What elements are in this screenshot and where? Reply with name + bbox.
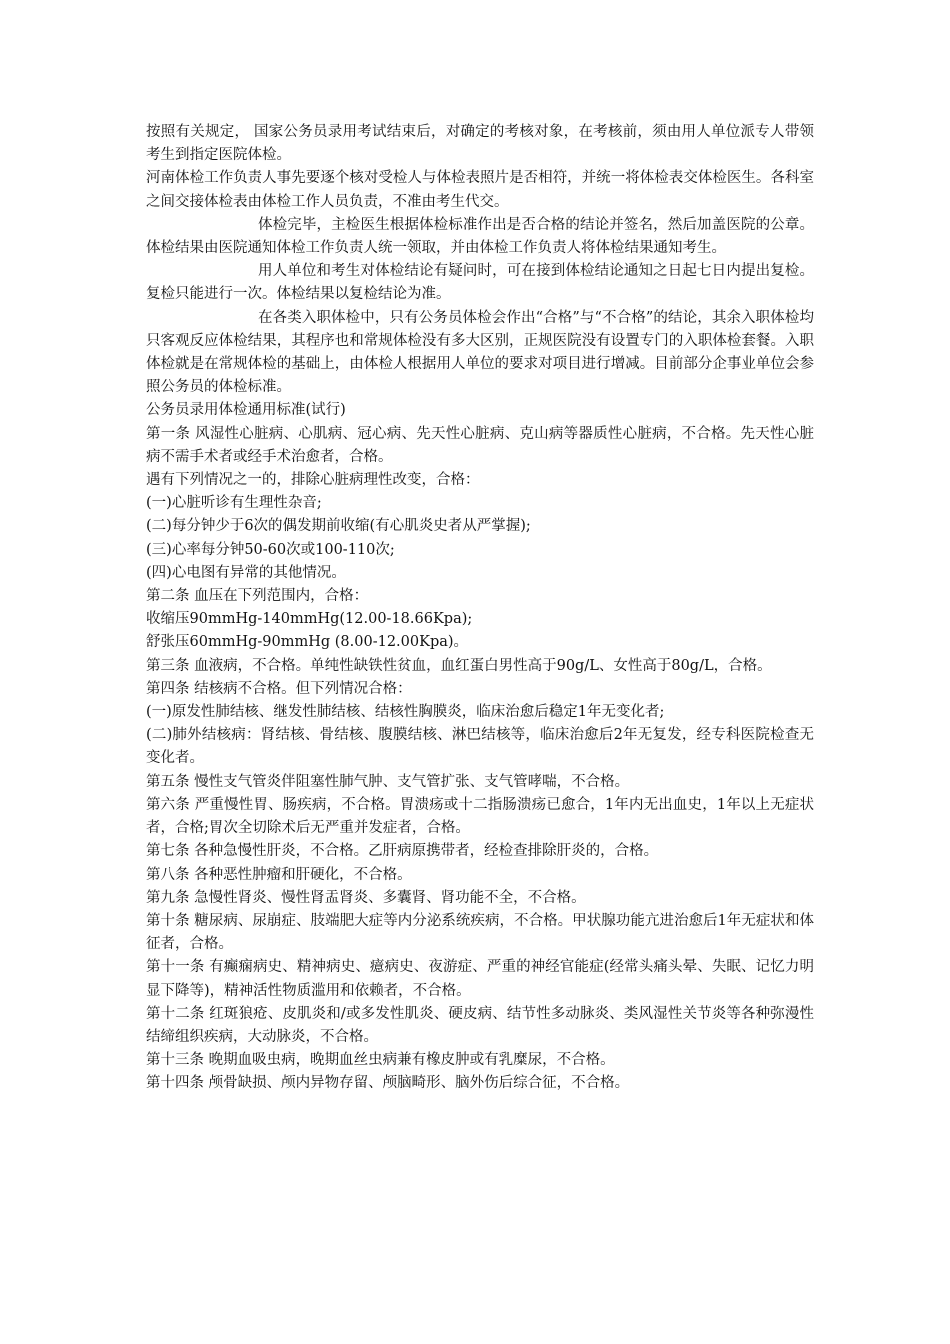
list-item: (一)原发性肺结核、继发性肺结核、结核性胸膜炎，临床治愈后稳定1年无变化者; [146,704,665,721]
article-2: 第二条 血压在下列范围内，合格： [146,588,369,605]
article-1-exceptions: 遇有下列情况之一的，排除心脏病理性改变，合格： [146,472,480,489]
paragraph-recheck: 用人单位和考生对体检结论有疑问时，可在接到体检结论通知之日起七日内提出复检。复检只能进行一次。体检结果以复检结论为准。 [146,263,814,303]
article-12: 第十二条 红斑狼疮、皮肌炎和/或多发性肌炎、硬皮病、结节性多动脉炎、类风湿性关节炎等各种弥漫性结缔组织疾病，大动脉炎，不合格。 [146,1005,814,1045]
list-item: (三)心率每分钟50-60次或100-110次; [146,541,395,558]
article-4: 第四条 结核病不合格。但下列情况合格： [146,680,412,697]
article-6: 第六条 严重慢性胃、肠疾病，不合格。胃溃疡或十二指肠溃疡已愈合，1年内无出血史，1年以上无症状者，合格;胃次全切除术后无严重并发症者，合格。 [146,796,814,837]
paragraph-exam-complete: 体检完毕，主检医生根据体检标准作出是否合格的结论并签名，然后加盖医院的公章。体检结果由医院通知体检工作负责人统一领取，并由体检工作负责人将体检结果通知考生。 [146,216,814,257]
document-body [146,121,814,1096]
article-7: 第七条 各种急慢性肝炎，不合格。乙肝病原携带者，经检查排除肝炎的，合格。 [146,843,659,860]
article-14: 第十四条 颅骨缺损、颅内异物存留、颅脑畸形、脑外伤后综合征，不合格。 [146,1075,630,1092]
article-3: 第三条 血液病，不合格。单纯性缺铁性贫血，血红蛋白男性高于90g/L、女性高于80g/L，合格。 [146,657,772,674]
article-11: 第十一条 有癫痫病史、精神病史、癔病史、夜游症、严重的神经官能症(经常头痛头晕、失眠、记忆力明显下降等)，精神活性物质滥用和依赖者，不合格。 [146,959,814,999]
paragraph-intro: 按照有关规定， 国家公务员录用考试结束后，对确定的考核对象，在考核前，须由用人单位派专人带领考生到指定医院体检。 [146,124,814,164]
list-item: 收缩压90mmHg-140mmHg(12.00-18.66Kpa); [146,611,473,628]
article-8: 第八条 各种恶性肿瘤和肝硬化，不合格。 [146,866,412,883]
list-item: (四)心电图有异常的其他情况。 [146,564,346,581]
paragraph-henan-checkin: 河南体检工作负责人事先要逐个核对受检人与体检表照片是否相符，并统一将体检表交体检医生。各科室之间交接体检表由体检工作人员负责，不准由考生代交。 [146,170,814,210]
list-item: (二)每分钟少于6次的偶发期前收缩(有心肌炎史者从严掌握); [146,518,531,535]
list-item: (二)肺外结核病：肾结核、骨结核、腹膜结核、淋巴结核等，临床治愈后2年无复发，经专科医院检查无变化者。 [146,727,814,767]
article-5: 第五条 慢性支气管炎伴阻塞性肺气肿、支气管扩张、支气管哮喘，不合格。 [146,773,630,790]
article-13: 第十三条 晚期血吸虫病，晚期血丝虫病兼有橡皮肿或有乳糜尿，不合格。 [146,1052,615,1069]
article-10: 第十条 糖尿病、尿崩症、肢端肥大症等内分泌系统疾病，不合格。甲状腺功能亢进治愈后1年无症状和体征者，合格。 [146,912,814,953]
article-9: 第九条 急慢性肾炎、慢性肾盂肾炎、多囊肾、肾功能不全，不合格。 [146,889,586,906]
document-heading: 公务员录用体检通用标准(试行) [146,402,346,419]
list-item: (一)心脏听诊有生理性杂音; [146,495,322,512]
paragraph-entry-exams: 在各类入职体检中，只有公务员体检会作出“合格”与“不合格”的结论，其余入职体检均只客观反应体检结果，其程序也和常规体检没有多大区别，正规医院没有设置专门的入职体检套餐。入职体检就是在常规体检的基础上，由体检人根据用人单位的要求对项目进行增减。目前部分企事业单位会参照公务员的体检标准。 [146,309,814,396]
article-1: 第一条 风湿性心脏病、心肌病、冠心病、先天性心脏病、克山病等器质性心脏病，不合格。先天性心脏病不需手术者或经手术治愈者，合格。 [146,425,814,465]
list-item: 舒张压60mmHg-90mmHg (8.00-12.00Kpa)。 [146,634,469,651]
